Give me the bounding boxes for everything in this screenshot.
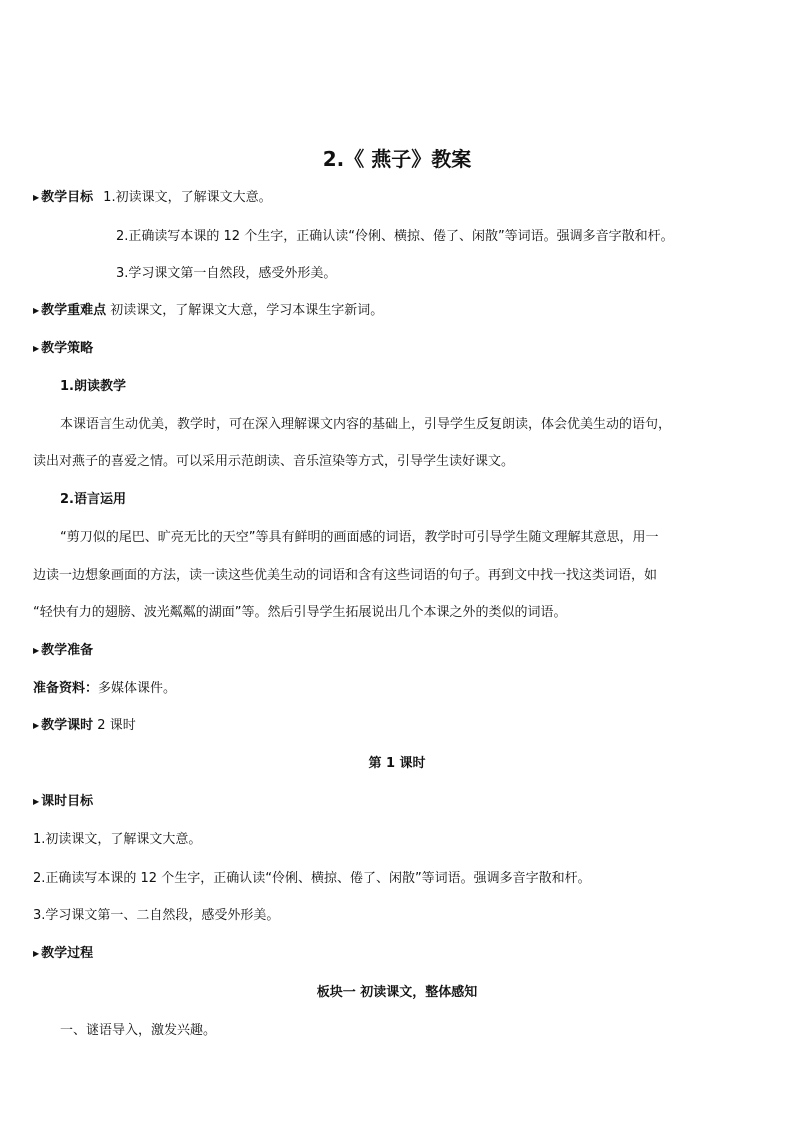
lesson-goal-item: 2.正确读写本课的 12 个生字，正确认读“伶俐、横掠、倦了、闲散”等词语。强调多音字散和杆。	[33, 871, 591, 886]
key-points-row	[33, 302, 383, 320]
bullet-triangle-icon: ▶	[33, 949, 40, 958]
paragraph-line: 边读一边想象画面的方法，读一读这些优美生动的词语和含有这些词语的句子。再到文中找一找这类词语，如	[33, 568, 658, 583]
objectives-label: 教学目标	[41, 190, 94, 205]
hours-text: 2 课时	[93, 718, 136, 733]
hours-row	[33, 717, 136, 735]
hours-label: 教学课时	[41, 718, 94, 733]
document-title: 2.《 燕子》教案	[322, 147, 472, 171]
lesson-goals-label: 课时目标	[41, 794, 94, 809]
objectives-row	[33, 189, 272, 207]
preparation-row	[33, 680, 176, 698]
material-label: 准备资料：	[33, 681, 99, 696]
paragraph-line: 本课语言生动优美，教学时，可在深入理解课文内容的基础上，引导学生反复朗读，体会优美生动的语句，	[60, 417, 672, 432]
lesson-heading: 第 1 课时	[368, 756, 426, 771]
bullet-triangle-icon: ▶	[33, 721, 40, 730]
strategy-subtitle: 2.语言运用	[60, 492, 126, 507]
material-text: 多媒体课件。	[98, 681, 177, 696]
process-step: 一、谜语导入，激发兴趣。	[60, 1023, 217, 1038]
bullet-triangle-icon: ▶	[33, 344, 40, 353]
key-points-label: 教学重难点	[41, 303, 107, 318]
paragraph-line: 读出对燕子的喜爱之情。可以采用示范朗读、音乐渲染等方式，引导学生读好课文。	[33, 454, 515, 469]
process-label: 教学过程	[41, 946, 94, 961]
paragraph-line: “轻快有力的翅膀、波光粼粼的湖面”等。然后引导学生拓展说出几个本课之外的类似的词语。	[33, 605, 567, 620]
lesson-goal-item: 3.学习课文第一、二自然段，感受外形美。	[33, 908, 280, 923]
process-heading	[33, 945, 93, 963]
strategy-label: 教学策略	[41, 341, 94, 356]
strategy-subtitle: 1.朗读教学	[60, 379, 126, 394]
block-heading: 板块一 初读课文，整体感知	[316, 985, 478, 1000]
lesson-goals-heading	[33, 793, 93, 811]
preparation-heading	[33, 642, 93, 660]
bullet-triangle-icon: ▶	[33, 306, 40, 315]
bullet-triangle-icon: ▶	[33, 797, 40, 806]
preparation-label: 教学准备	[41, 643, 94, 658]
objective-item: 2.正确读写本课的 12 个生字，正确认读“伶俐、横掠、倦了、闲散”等词语。强调多音字散和杆。	[116, 229, 674, 244]
bullet-triangle-icon: ▶	[33, 193, 40, 202]
lesson-goal-item: 1.初读课文，了解课文大意。	[33, 832, 202, 847]
objective-item: 1.初读课文，了解课文大意。	[103, 190, 272, 205]
strategy-heading	[33, 340, 93, 358]
objective-item: 3.学习课文第一自然段，感受外形美。	[116, 266, 337, 281]
paragraph-line: “剪刀似的尾巴、旷亮无比的天空”等具有鲜明的画面感的词语，教学时可引导学生随文理解其意思，用一	[60, 530, 659, 545]
key-points-text: 初读课文，了解课文大意，学习本课生字新词。	[106, 303, 384, 318]
bullet-triangle-icon: ▶	[33, 646, 40, 655]
